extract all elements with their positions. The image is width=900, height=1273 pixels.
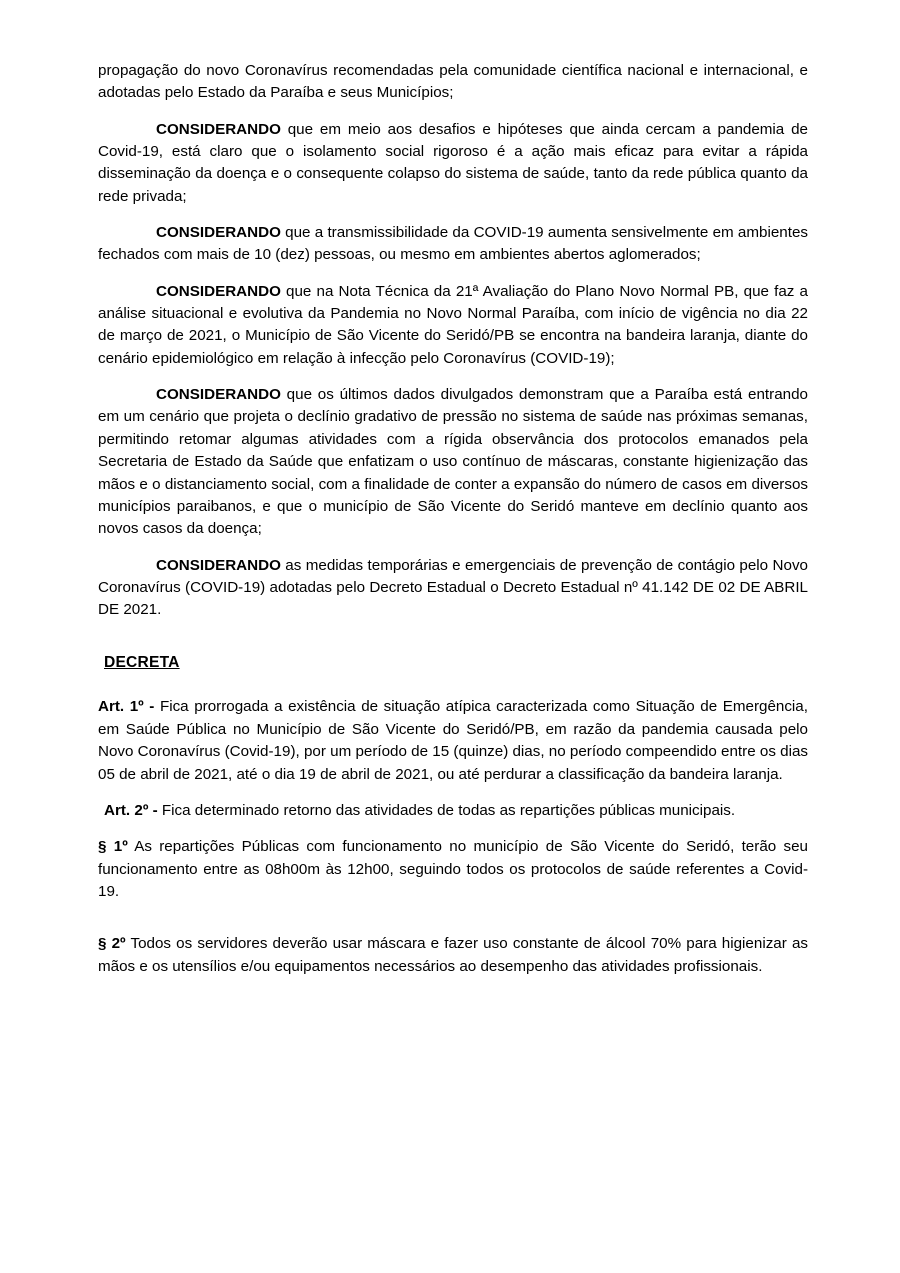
paragraph-considerando-1 <box>98 119 808 208</box>
article-text: Fica prorrogada a existência de situação atípica caracterizada como Situação de Emergência, em Saúde Pública no Município de São Vicente do Seridó/PB, em razão da pandemia causada pelo Novo Coronavírus (Covid-19), por um período de 15 (quinze) dias, no período compeendido entre os dias 05 de abril de 2021, até o dia 19 de abril de 2021, ou até perdurar a classificação da bandeira laranja. <box>98 698 808 783</box>
paragraph-text: que os últimos dados divulgados demonstram que a Paraíba está entrando em um cenário que projeta o declínio gradativo de pressão no sistema de saúde nas próximas semanas, permitindo retomar algumas atividades com a rígida observância dos protocolos emanados pela Secretaria de Estado da Saúde que enfatizam o uso contínuo de máscaras, constante higienização das mãos e o distanciamento social, com a finalidade de conter a expansão do número de casos em diversos municípios paraibanos, e que o município de São Vicente do Seridó manteve em declínio quanto aos novos casos da doença; <box>98 386 808 538</box>
paragraph-lead: § 1º <box>98 838 128 856</box>
paragraph-text: que a transmissibilidade da COVID-19 aumenta sensivelmente em ambientes fechados com mais de 10 (dez) pessoas, ou mesmo em ambientes abertos aglomerados; <box>98 224 808 264</box>
paragraph-text: que em meio aos desafios e hipóteses que ainda cercam a pandemia de Covid-19, está claro que o isolamento social rigoroso é a ação mais eficaz para evitar a rápida disseminação da doença e o consequente colapso do sistema de saúde, tanto da rede pública quanto da rede privada; <box>98 120 808 205</box>
article-text: Fica determinado retorno das atividades de todas as repartições públicas municipais. <box>161 801 736 819</box>
paragraph-text: Todos os servidores deverão usar máscara e fazer uso constante de álcool 70% para higienizar as mãos e os utensílios e/ou equipamentos necessários ao desempenho das atividades profissionais. <box>98 935 808 975</box>
paragraph-continuation <box>98 60 808 105</box>
paragraph-text: que na Nota Técnica da 21ª Avaliação do Plano Novo Normal PB, que faz a análise situacional e evolutiva da Pandemia no Novo Normal Paraíba, com início de vigência no dia 22 de março de 2021, o Município de São Vicente do Seridó/PB se encontra na bandeira laranja, diante do cenário epidemiológico em relação à infecção pelo Coronavírus (COVID-19); <box>98 282 808 367</box>
paragraph-considerando-5 <box>98 555 808 622</box>
paragraph-text: as medidas temporárias e emergenciais de prevenção de contágio pelo Novo Coronavírus (COVID-19) adotadas pelo Decreto Estadual o Decreto Estadual nº 41.142 DE 02 DE ABRIL DE 2021. <box>98 556 808 619</box>
article-2 <box>98 800 808 822</box>
article-lead: Art. 2º - <box>104 801 158 819</box>
paragraph-lead: CONSIDERANDO <box>156 282 281 300</box>
paragraph-1-section <box>98 836 808 903</box>
decreta-heading-block <box>104 652 808 675</box>
article-1 <box>98 696 808 785</box>
paragraph-considerando-4 <box>98 384 808 540</box>
paragraph-lead: CONSIDERANDO <box>156 556 281 574</box>
decreta-heading: DECRETA <box>104 653 180 671</box>
paragraph-lead: CONSIDERANDO <box>156 120 281 138</box>
document-body <box>98 60 808 978</box>
paragraph-lead: § 2º <box>98 935 126 953</box>
paragraph-considerando-3 <box>98 281 808 370</box>
paragraph-text: As repartições Públicas com funcionamento no município de São Vicente do Seridó, terão seu funcionamento entre as 08h00m às 12h00, seguindo todos os protocolos de saúde referentes a Covid-19. <box>98 838 808 900</box>
paragraph-text: propagação do novo Coronavírus recomendadas pela comunidade científica nacional e internacional, e adotadas pelo Estado da Paraíba e seus Municípios; <box>98 62 808 102</box>
paragraph-lead: CONSIDERANDO <box>156 386 281 404</box>
paragraph-2-section <box>98 933 808 978</box>
paragraph-lead: CONSIDERANDO <box>156 224 281 242</box>
article-lead: Art. 1º - <box>98 698 155 716</box>
paragraph-considerando-2 <box>98 222 808 267</box>
spacer <box>98 917 808 933</box>
